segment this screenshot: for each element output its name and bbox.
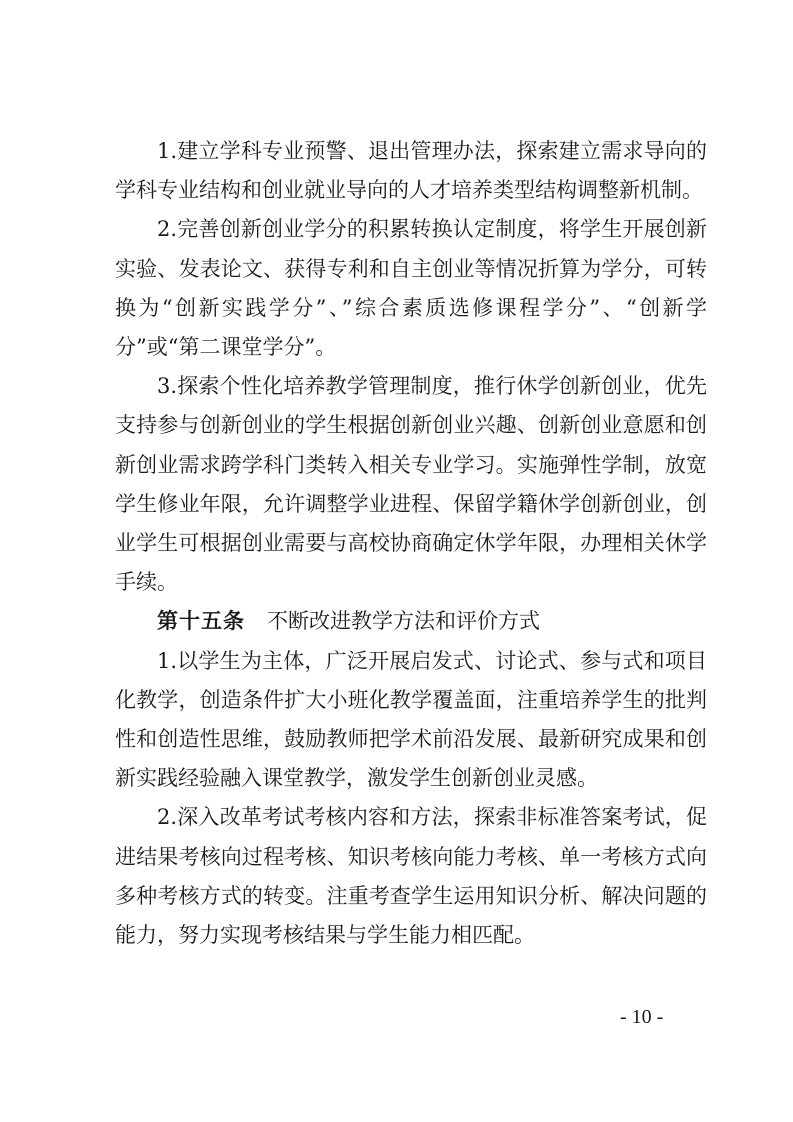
- page-number: - 10 -: [620, 1006, 664, 1028]
- article-heading: [115, 602, 707, 641]
- paragraph-1: 1.建立学科专业预警、退出管理办法，探索建立需求导向的学科专业结构和创业就业导向的人才培养类型结构调整新机制。: [115, 139, 707, 203]
- paragraph-4: 1.以学生为主体，广泛开展启发式、讨论式、参与式和项目化教学，创造条件扩大小班化教学覆盖面，注重培养学生的批判性和创造性思维，鼓励教师把学术前沿发展、最新研究成果和创新实践经验融入课堂教学，激发学生创新创业灵感。: [115, 648, 707, 791]
- paragraph-5: 2.深入改革考试考核内容和方法，探索非标准答案考试，促进结果考核向过程考核、知识考核向能力考核、单一考核方式向多种考核方式的转变。注重考查学生运用知识分析、解决问题的能力，努力实现考核结果与学生能力相匹配。: [115, 805, 707, 948]
- document-body: [115, 132, 707, 955]
- article-number: 第十五条: [157, 609, 245, 634]
- paragraph-2: 2.完善创新创业学分的积累转换认定制度，将学生开展创新实验、发表论文、获得专利和自主创业等情况折算为学分，可转换为“创新实践学分”、”综合素质选修课程学分”、“创新学分”或“第二课堂学分”。: [115, 217, 707, 360]
- paragraph-3: 3.探索个性化培养教学管理制度，推行休学创新创业，优先支持参与创新创业的学生根据创新创业兴趣、创新创业意愿和创新创业需求跨学科门类转入相关专业学习。实施弹性学制，放宽学生修业年限，允许调整学业进程、保留学籍休学创新创业，创业学生可根据创业需要与高校协商确定休学年限，办理相关休学手续。: [115, 374, 707, 595]
- article-title: 不断改进教学方法和评价方式: [267, 609, 540, 634]
